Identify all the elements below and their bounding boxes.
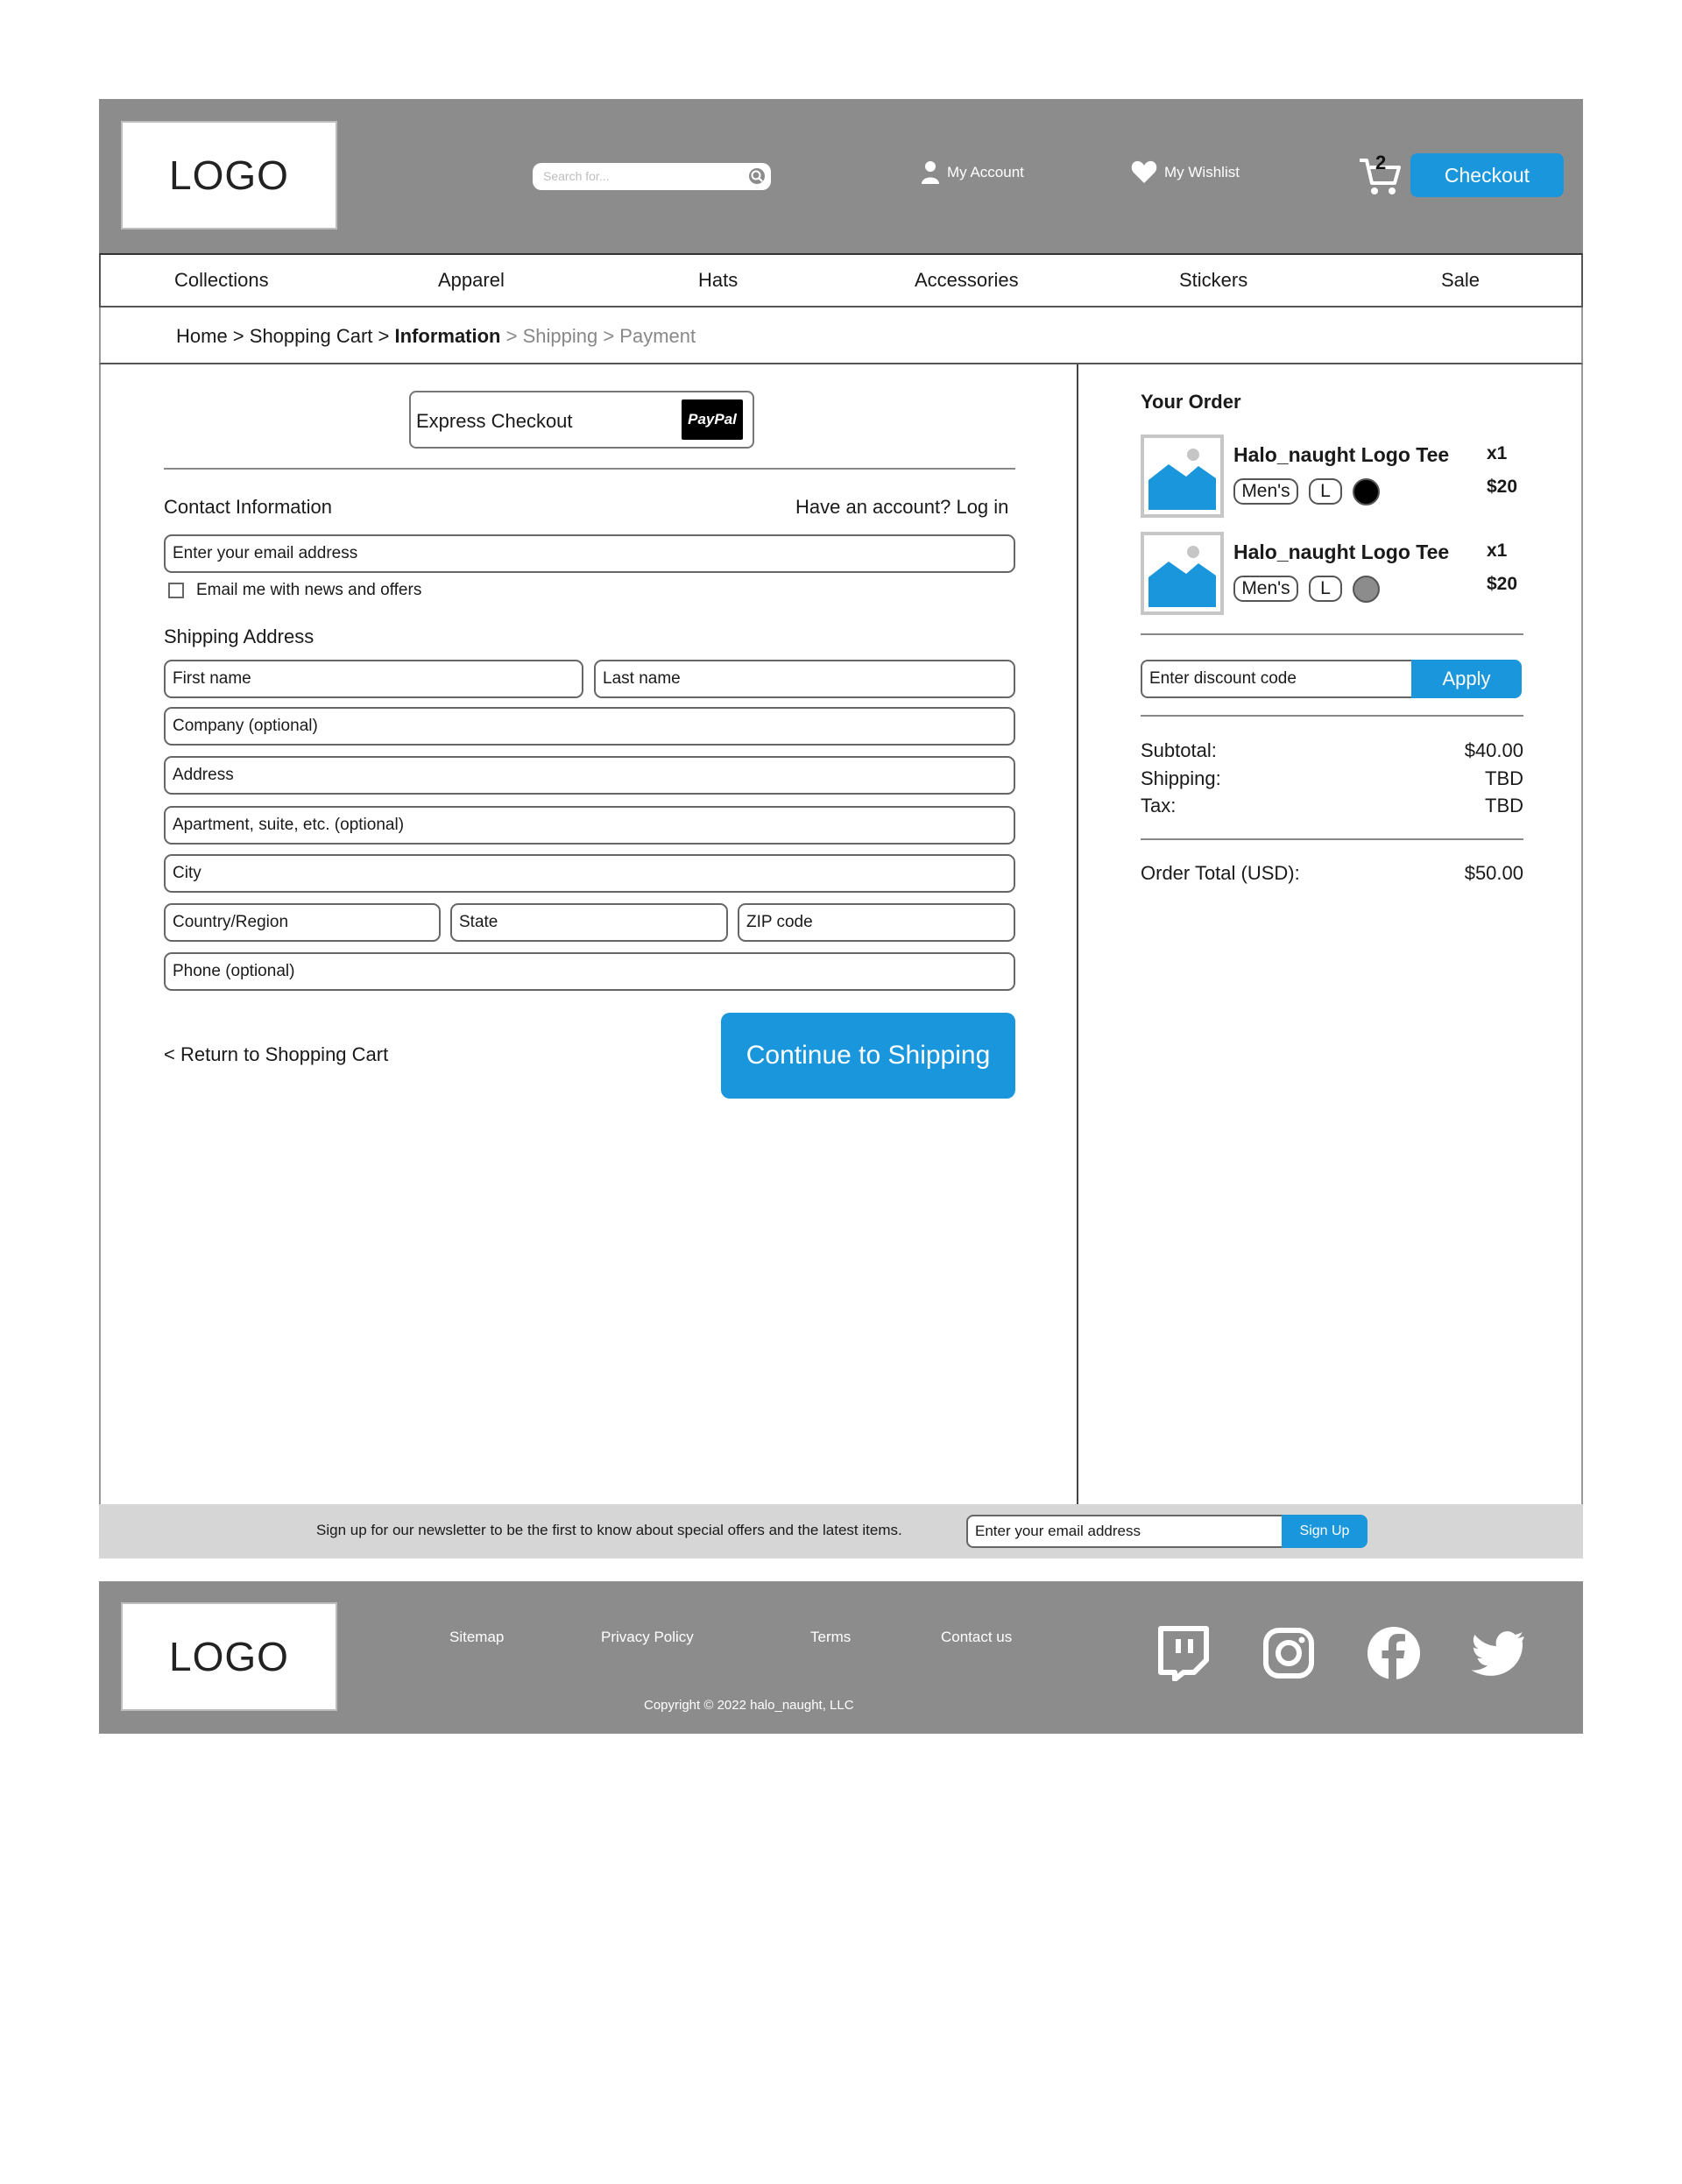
tax-value: TBD bbox=[1485, 795, 1523, 816]
city-field[interactable] bbox=[164, 854, 1015, 893]
country-field[interactable] bbox=[164, 903, 441, 942]
breadcrumb bbox=[99, 307, 1583, 364]
divider bbox=[1141, 633, 1523, 635]
email-field[interactable] bbox=[164, 534, 1015, 573]
breadcrumb-home[interactable]: Home bbox=[176, 325, 228, 347]
news-checkbox[interactable] bbox=[168, 583, 184, 598]
breadcrumb-sep: > bbox=[227, 325, 250, 347]
apartment-field[interactable] bbox=[164, 806, 1015, 845]
my-wishlist-link[interactable] bbox=[1131, 160, 1240, 184]
total-label: Order Total (USD): bbox=[1141, 862, 1300, 884]
size-badge: L bbox=[1309, 576, 1342, 602]
order-item bbox=[1141, 532, 1526, 615]
last-name-field[interactable] bbox=[594, 660, 1015, 698]
product-qty: x1 bbox=[1487, 443, 1508, 463]
image-icon bbox=[1144, 438, 1220, 514]
product-price: $20 bbox=[1487, 477, 1518, 497]
search-input[interactable]: Search for... bbox=[543, 169, 610, 183]
search-bar[interactable] bbox=[533, 163, 771, 190]
newsletter-signup-button[interactable]: Sign Up bbox=[1282, 1515, 1368, 1548]
express-checkout-button[interactable] bbox=[409, 391, 754, 449]
news-checkbox-label: Email me with news and offers bbox=[196, 581, 422, 599]
header-logo[interactable]: LOGO bbox=[121, 121, 337, 230]
return-to-cart-link[interactable]: < Return to Shopping Cart bbox=[164, 1043, 389, 1065]
my-account-link[interactable] bbox=[921, 160, 1024, 185]
express-checkout-label: Express Checkout bbox=[416, 410, 573, 432]
zip-field[interactable] bbox=[738, 903, 1015, 942]
column-divider bbox=[1077, 364, 1078, 1504]
my-account-label: My Account bbox=[947, 164, 1024, 180]
newsletter-bar bbox=[99, 1504, 1583, 1558]
product-price: $20 bbox=[1487, 574, 1518, 594]
nav-collections[interactable]: Collections bbox=[174, 269, 269, 291]
footer-contact-link[interactable]: Contact us bbox=[941, 1629, 1013, 1645]
color-swatch bbox=[1353, 576, 1380, 603]
copyright: Copyright © 2022 halo_naught, LLC bbox=[644, 1698, 854, 1713]
instagram-icon[interactable] bbox=[1261, 1625, 1317, 1681]
twitch-icon[interactable] bbox=[1155, 1625, 1212, 1681]
first-name-field[interactable] bbox=[164, 660, 583, 698]
state-field[interactable] bbox=[450, 903, 728, 942]
newsletter-email-field[interactable] bbox=[966, 1515, 1282, 1548]
user-icon bbox=[921, 160, 940, 185]
footer-logo[interactable]: LOGO bbox=[121, 1602, 337, 1711]
checkout-button[interactable]: Checkout bbox=[1410, 153, 1564, 197]
cart-count-badge: 2 bbox=[1375, 152, 1387, 173]
paypal-logo: PayPal bbox=[682, 399, 743, 440]
fit-badge: Men's bbox=[1233, 478, 1298, 505]
breadcrumb-sep: > bbox=[597, 325, 620, 347]
subtotal-label: Subtotal: bbox=[1141, 739, 1217, 761]
footer-terms-link[interactable]: Terms bbox=[810, 1629, 852, 1645]
order-item bbox=[1141, 435, 1526, 518]
search-icon[interactable] bbox=[748, 167, 766, 185]
breadcrumb-sep: > bbox=[372, 325, 395, 347]
breadcrumb-payment: Payment bbox=[619, 325, 696, 347]
divider bbox=[1141, 838, 1523, 840]
twitter-icon[interactable] bbox=[1471, 1625, 1527, 1681]
tax-row bbox=[1141, 795, 1523, 817]
cart-button[interactable] bbox=[1358, 152, 1403, 197]
my-wishlist-label: My Wishlist bbox=[1164, 163, 1240, 180]
shipping-row bbox=[1141, 767, 1523, 790]
site-footer bbox=[99, 1581, 1583, 1734]
product-image-placeholder bbox=[1141, 532, 1224, 615]
newsletter-text: Sign up for our newsletter to be the first to know about special offers and the latest items. bbox=[316, 1522, 902, 1538]
fit-badge: Men's bbox=[1233, 576, 1298, 602]
image-icon bbox=[1144, 535, 1220, 611]
nav-stickers[interactable]: Stickers bbox=[1179, 269, 1248, 291]
shipping-label: Shipping: bbox=[1141, 767, 1221, 789]
site-header bbox=[99, 99, 1583, 253]
breadcrumb-current: Information bbox=[394, 325, 501, 347]
news-checkbox-row[interactable] bbox=[168, 581, 421, 600]
product-name: Halo_naught Logo Tee bbox=[1233, 541, 1450, 563]
shipping-title: Shipping Address bbox=[164, 626, 314, 647]
tax-label: Tax: bbox=[1141, 795, 1177, 816]
subtotal-row bbox=[1141, 739, 1523, 762]
nav-apparel[interactable]: Apparel bbox=[438, 269, 505, 291]
breadcrumb-cart[interactable]: Shopping Cart bbox=[249, 325, 373, 347]
total-row bbox=[1141, 862, 1523, 885]
nav-hats[interactable]: Hats bbox=[698, 269, 739, 291]
facebook-icon[interactable] bbox=[1366, 1625, 1422, 1681]
product-qty: x1 bbox=[1487, 541, 1508, 561]
color-swatch bbox=[1353, 478, 1380, 505]
total-value: $50.00 bbox=[1464, 862, 1523, 884]
apply-discount-button[interactable]: Apply bbox=[1411, 660, 1522, 698]
divider bbox=[164, 468, 1015, 470]
continue-to-shipping-button[interactable]: Continue to Shipping bbox=[721, 1013, 1015, 1099]
address-field[interactable] bbox=[164, 756, 1015, 795]
contact-title: Contact Information bbox=[164, 496, 332, 518]
login-link[interactable]: Have an account? Log in bbox=[795, 496, 1009, 518]
company-field[interactable] bbox=[164, 707, 1015, 746]
footer-sitemap-link[interactable]: Sitemap bbox=[449, 1629, 505, 1645]
product-image-placeholder bbox=[1141, 435, 1224, 518]
heart-icon bbox=[1131, 160, 1157, 184]
breadcrumb-shipping: Shipping bbox=[522, 325, 598, 347]
product-name: Halo_naught Logo Tee bbox=[1233, 443, 1450, 466]
main-nav bbox=[99, 253, 1583, 307]
size-badge: L bbox=[1309, 478, 1342, 505]
discount-code-field[interactable] bbox=[1141, 660, 1411, 698]
footer-privacy-link[interactable]: Privacy Policy bbox=[601, 1629, 694, 1645]
subtotal-value: $40.00 bbox=[1464, 739, 1523, 761]
nav-sale[interactable]: Sale bbox=[1441, 269, 1481, 291]
breadcrumb-sep: > bbox=[500, 325, 523, 347]
nav-accessories[interactable]: Accessories bbox=[915, 269, 1019, 291]
divider bbox=[1141, 715, 1523, 717]
shipping-value: TBD bbox=[1485, 767, 1523, 789]
order-title: Your Order bbox=[1141, 391, 1241, 413]
phone-field[interactable] bbox=[164, 952, 1015, 991]
checkout-main bbox=[99, 364, 1583, 1504]
